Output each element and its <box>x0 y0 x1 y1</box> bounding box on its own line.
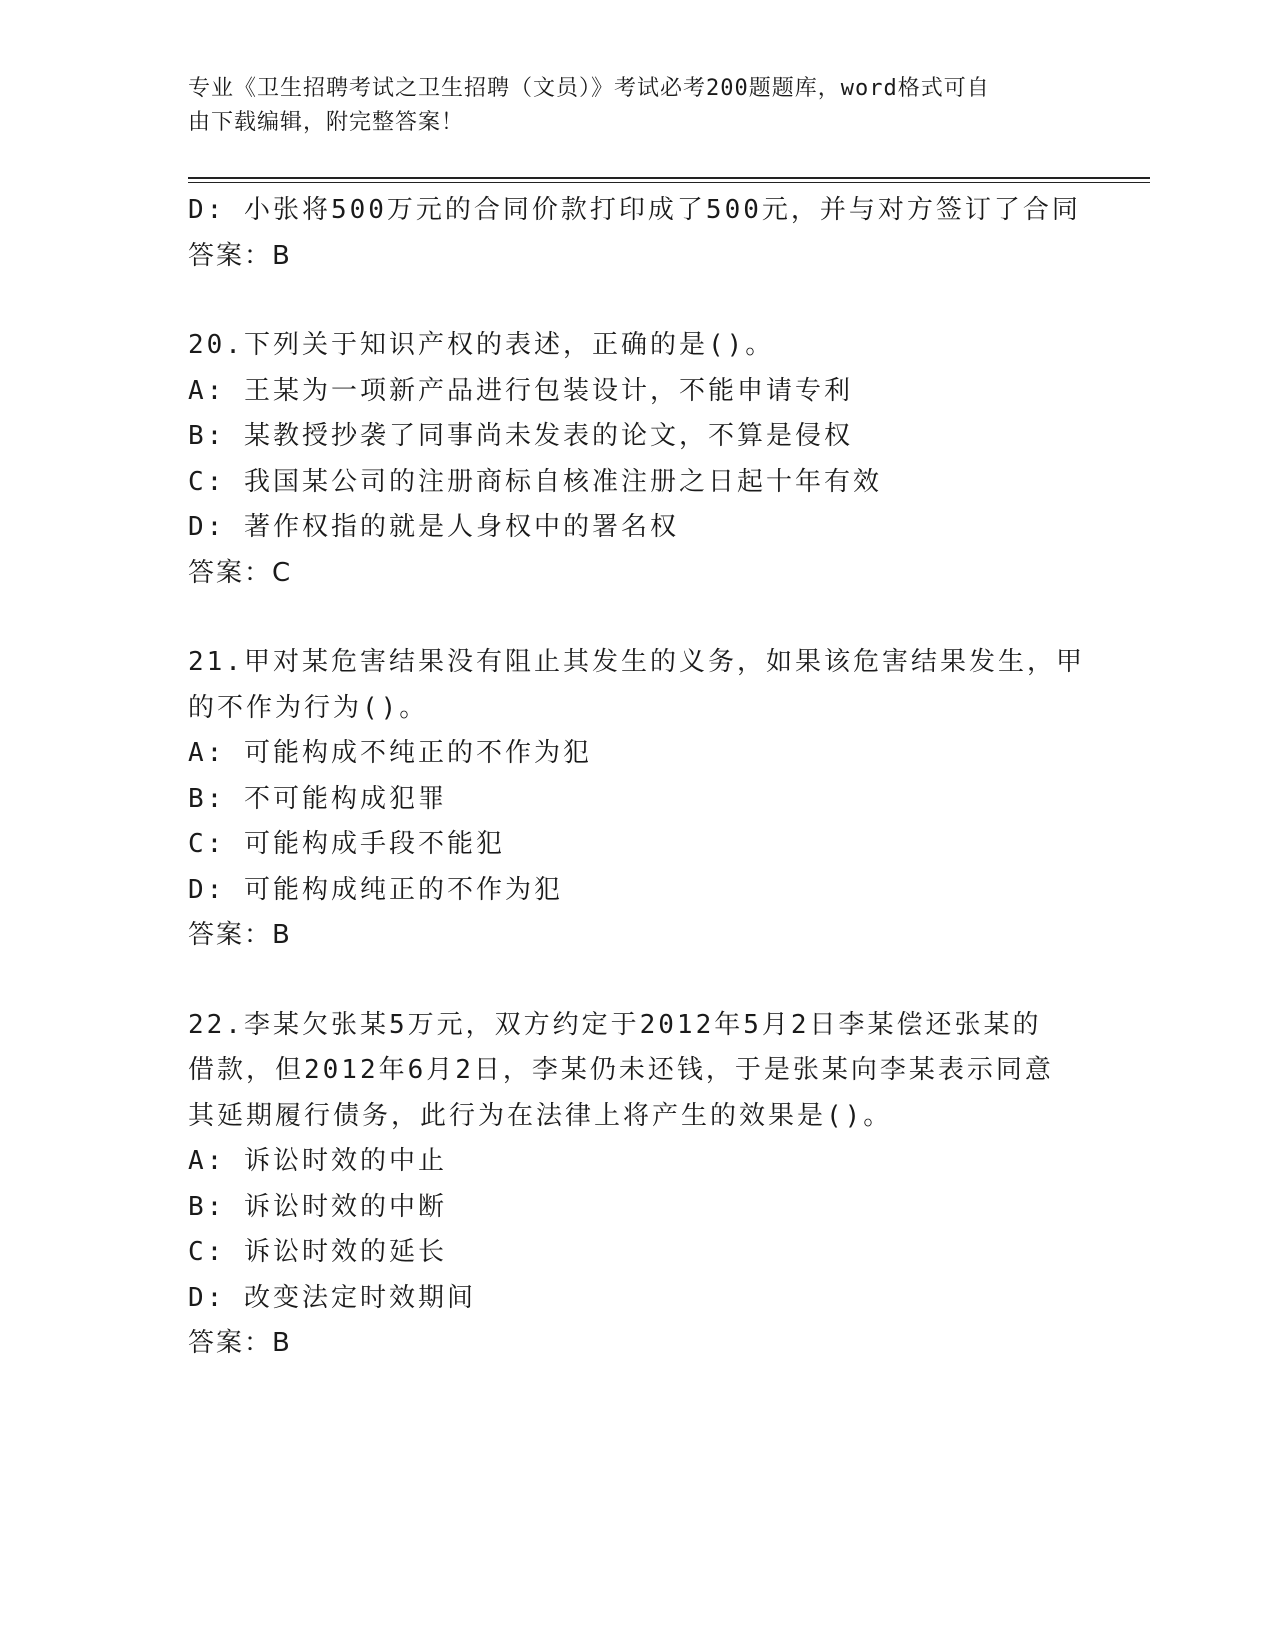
option-c: C: 诉讼时效的延长 <box>188 1237 447 1267</box>
answer-line: 答案：C <box>188 557 293 588</box>
spacer <box>188 279 1088 323</box>
option-b: B: 某教授抄袭了同事尚未发表的论文，不算是侵权 <box>188 421 853 451</box>
answer-line: 答案：B <box>188 1328 292 1358</box>
question-block-20 <box>188 323 1088 596</box>
option-b: B: 不可能构成犯罪 <box>188 783 447 814</box>
option-a: A: 王某为一项新产品进行包装设计，不能申请专利 <box>188 375 853 406</box>
option-b: B: 诉讼时效的中断 <box>188 1191 447 1222</box>
header-line-2: 由下载编辑，附完整答案！ <box>188 110 465 135</box>
header-line-1: 专业《卫生招聘考试之卫生招聘（文员）》考试必考200题题库，word格式可自 <box>188 76 990 101</box>
document-header <box>188 72 1068 140</box>
option-d: D: 改变法定时效期间 <box>188 1282 476 1313</box>
header-divider-thick <box>188 177 1150 179</box>
header-divider-thin <box>188 182 1150 183</box>
question-block-21 <box>188 640 1088 959</box>
question-stem: 22.李某欠张某5万元，双方约定于2012年5月2日李某偿还张某的 <box>188 1009 1042 1040</box>
spacer <box>188 959 1088 1003</box>
document-body <box>188 188 1088 1367</box>
question-stem-continued: 的不作为行为()。 <box>188 692 429 723</box>
question-stem: 21.甲对某危害结果没有阻止其发生的义务，如果该危害结果发生，甲 <box>188 647 1085 677</box>
option-c: C: 我国某公司的注册商标自核准注册之日起十年有效 <box>188 466 882 497</box>
answer-line: 答案：B <box>188 920 292 950</box>
answer-line: 答案：B <box>188 240 292 271</box>
question-block-19 <box>188 188 1088 279</box>
spacer <box>188 596 1088 640</box>
option-d: D: 可能构成纯正的不作为犯 <box>188 874 563 905</box>
option-a: A: 可能构成不纯正的不作为犯 <box>188 738 592 768</box>
option-c: C: 可能构成手段不能犯 <box>188 829 505 859</box>
option-d: D: 小张将500万元的合同价款打印成了500元，并与对方签订了合同 <box>188 195 1081 225</box>
option-d: D: 著作权指的就是人身权中的署名权 <box>188 512 679 542</box>
question-block-22 <box>188 1003 1088 1367</box>
option-a: A: 诉讼时效的中止 <box>188 1146 447 1176</box>
question-stem: 20.下列关于知识产权的表述，正确的是()。 <box>188 330 775 360</box>
question-stem-continued: 借款，但2012年6月2日，李某仍未还钱，于是张某向李某表示同意 <box>188 1055 1054 1085</box>
question-stem-continued: 其延期履行债务，此行为在法律上将产生的效果是()。 <box>188 1100 893 1131</box>
